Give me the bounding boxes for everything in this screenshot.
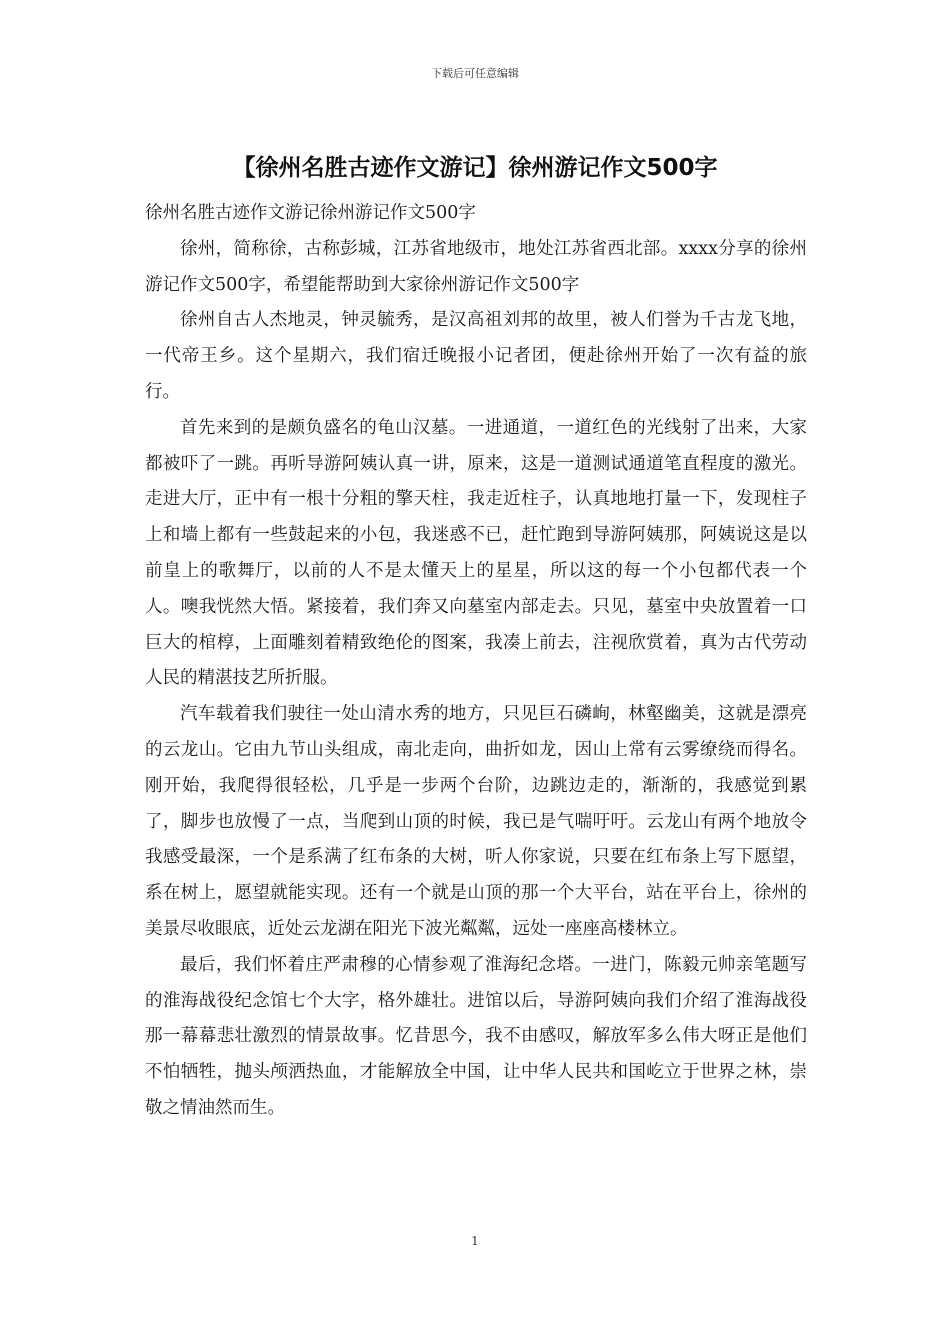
paragraph-intro: 徐州，简称徐，古称彭城，江苏省地级市，地处江苏省西北部。xxxx分享的徐州游记作文500字，希望能帮助到大家徐州游记作文500字 xyxy=(145,238,807,295)
paragraph-yunlong-mountain: 汽车载着我们驶往一处山清水秀的地方，只见巨石磷峋，林壑幽美，这就是漂亮的云龙山。它由九节山头组成，南北走向，曲折如龙，因山上常有云雾缭绕而得名。刚开始，我爬得很轻松，几乎是一步两个台阶，边跳边走的，渐渐的，我感觉到累了，脚步也放慢了一点，当爬到山顶的时候，我已是气喘吁吁。云龙山有两个地放令我感受最深，一个是系满了红布条的大树，听人你家说，只要在红布条上写下愿望，系在树上，愿望就能实现。还有一个就是山顶的那一个大平台，站在平台上，徐州的美景尽收眼底，近处云龙湖在阳光下波光粼粼，远处一座座高楼林立。 xyxy=(145,704,807,939)
page-header-note: 下载后可任意编辑 xyxy=(431,67,519,80)
document-subtitle: 徐州名胜古迹作文游记徐州游记作文500字 xyxy=(145,203,476,223)
page-number: 1 xyxy=(471,1234,479,1248)
paragraph-guishan-tomb: 首先来到的是颇负盛名的龟山汉墓。一进通道，一道红色的光线射了出来，大家都被吓了一跳。再听导游阿姨认真一讲，原来，这是一道测试通道笔直程度的激光。走进大厅，正中有一根十分粗的擎天柱，我走近柱子，认真地地打量一下，发现柱子上和墙上都有一些鼓起来的小包，我迷惑不已，赶忙跑到导游阿姨那，阿姨说这是以前皇上的歌舞厅，以前的人不是太懂天上的星星，所以这的每一个小包都代表一个人。噢我恍然大悟。紧接着，我们奔又向墓室内部走去。只见，墓室中央放置着一口巨大的棺椁，上面雕刻着精致绝伦的图案，我凑上前去，注视欣赏着，真为古代劳动人民的精湛技艺所折服。 xyxy=(145,417,807,689)
document-title: 【徐州名胜古迹作文游记】徐州游记作文500字 xyxy=(232,155,718,181)
document-body xyxy=(145,196,807,1127)
paragraph-xuzhou-history: 徐州自古人杰地灵，钟灵毓秀，是汉高祖刘邦的故里，被人们誉为千古龙飞地，一代帝王乡。这个星期六，我们宿迁晚报小记者团，便赴徐州开始了一次有益的旅行。 xyxy=(145,310,807,402)
paragraph-huaihai-monument: 最后，我们怀着庄严肃穆的心情参观了淮海纪念塔。一进门，陈毅元帅亲笔题写的淮海战役纪念馆七个大字，格外雄壮。进馆以后，导游阿姨向我们介绍了淮海战役那一幕幕悲壮激烈的情景故事。忆昔思今，我不由感叹，解放军多么伟大呀正是他们不怕牺牲，抛头颅洒热血，才能解放全中国，让中华人民共和国屹立于世界之林，崇敬之情油然而生。 xyxy=(145,954,807,1118)
